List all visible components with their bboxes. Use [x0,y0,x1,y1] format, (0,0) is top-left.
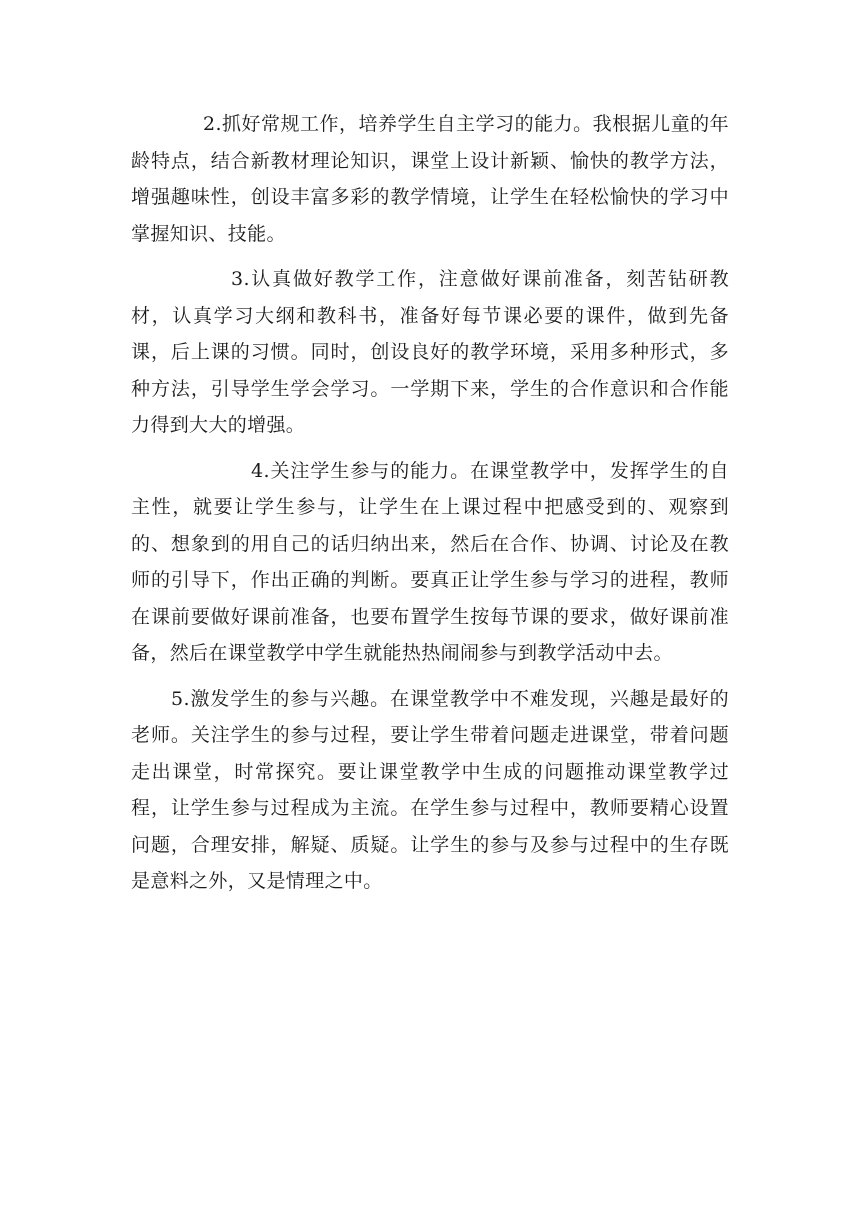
document-body [131,106,729,900]
paragraph-item-5: 5.激发学生的参与兴趣。在课堂教学中不难发现，兴趣是最好的老师。关注学生的参与过程，要让学生带着问题走进课堂，带着问题走出课堂，时常探究。要让课堂教学中生成的问题推动课堂教学过程，让学生参与过程成为主流。在学生参与过程中，教师要精心设置问题，合理安排，解疑、质疑。让学生的参与及参与过程中的生存既是意料之外，又是情理之中。 [131,687,729,892]
paragraph-item-2: 2.抓好常规工作，培养学生自主学习的能力。我根据儿童的年龄特点，结合新教材理论知识，课堂上设计新颖、愉快的教学方法，增强趣味性，创设丰富多彩的教学情境，让学生在轻松愉快的学习中掌握知识、技能。 [131,113,729,245]
paragraph-item-4: 4.关注学生参与的能力。在课堂教学中，发挥学生的自主性，就要让学生参与，让学生在上课过程中把感受到的、观察到的、想象到的用自己的话归纳出来，然后在合作、协调、讨论及在教师的引导下，作出正确的判断。要真正让学生参与学习的进程，教师在课前要做好课前准备，也要布置学生按每节课的要求，做好课前准备，然后在课堂教学中学生就能热热闹闹参与到教学活动中去。 [131,459,729,664]
paragraph-item-3: 3.认真做好教学工作，注意做好课前准备，刻苦钻研教材，认真学习大纲和教科书，准备好每节课必要的课件，做到先备课，后上课的习惯。同时，创设良好的教学环境，采用多种形式，多种方法，引导学生学会学习。一学期下来，学生的合作意识和合作能力得到大大的增强。 [131,268,729,436]
